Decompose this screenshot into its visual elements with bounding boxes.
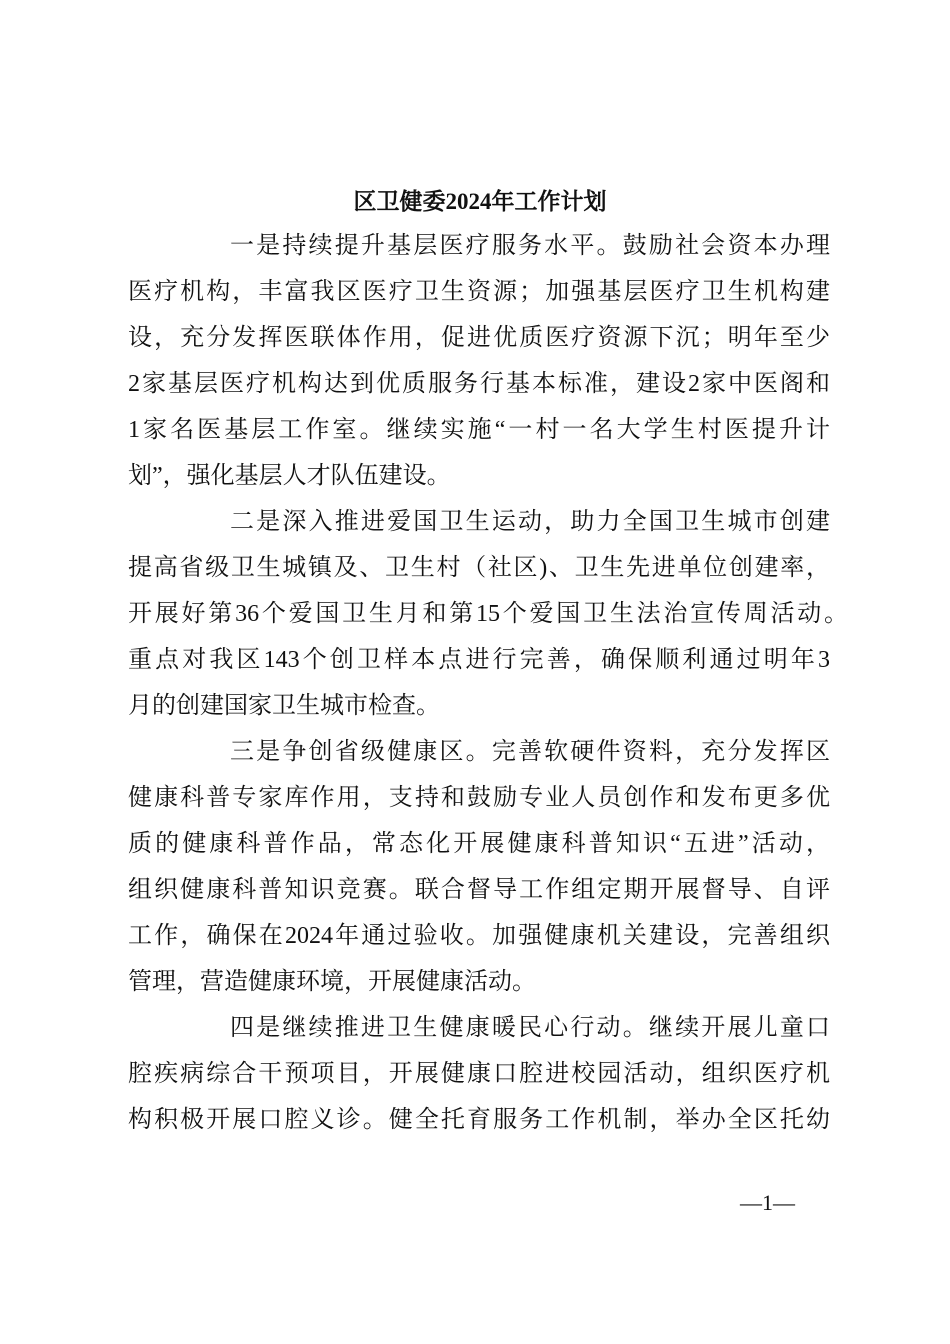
- text-line: 重点对我区143个创卫样本点进行完善，确保顺利通过明年3: [128, 647, 830, 673]
- text-line: 工作，确保在2024年通过验收。加强健康机关建设，完善组织: [128, 923, 830, 949]
- text-line: 构积极开展口腔义诊。健全托育服务工作机制，举办全区托幼: [128, 1107, 830, 1133]
- paragraph-4: [128, 1005, 830, 1143]
- text-line: 2家基层医疗机构达到优质服务行基本标准，建设2家中医阁和: [128, 371, 830, 397]
- text-line: 划”，强化基层人才队伍建设。: [128, 463, 451, 489]
- text-line: 四是继续推进卫生健康暖民心行动。继续开展儿童口: [230, 1015, 830, 1041]
- text-line: 二是深入推进爱国卫生运动，助力全国卫生城市创建: [230, 509, 830, 535]
- paragraph-1: [128, 223, 830, 499]
- text-line: 提高省级卫生城镇及、卫生村（社区)、卫生先进单位创建率，: [128, 555, 830, 581]
- text-line: 管理，营造健康环境，开展健康活动。: [128, 969, 536, 995]
- text-line: 一是持续提升基层医疗服务水平。鼓励社会资本办理: [230, 233, 830, 259]
- text-line: 三是争创省级健康区。完善软硬件资料，充分发挥区: [230, 739, 830, 765]
- text-line: 开展好第36个爱国卫生月和第15个爱国卫生法治宣传周活动。: [128, 601, 848, 627]
- text-line: 组织健康科普知识竞赛。联合督导工作组定期开展督导、自评: [128, 877, 830, 903]
- page-number: —1—: [740, 1190, 795, 1215]
- text-line: 1家名医基层工作室。继续实施“一村一名大学生村医提升计: [128, 417, 830, 443]
- text-line: 质的健康科普作品，常态化开展健康科普知识“五进”活动，: [128, 831, 830, 857]
- paragraph-2: [128, 499, 848, 729]
- text-line: 设，充分发挥医联体作用，促进优质医疗资源下沉；明年至少: [128, 325, 830, 351]
- text-line: 医疗机构，丰富我区医疗卫生资源；加强基层医疗卫生机构建: [128, 279, 830, 305]
- text-line: 腔疾病综合干预项目，开展健康口腔进校园活动，组织医疗机: [128, 1061, 830, 1087]
- text-line: 健康科普专家库作用，支持和鼓励专业人员创作和发布更多优: [128, 785, 830, 811]
- document-body: [128, 223, 848, 1143]
- document-title: 区卫健委2024年工作计划: [353, 189, 607, 214]
- text-line: 月的创建国家卫生城市检查。: [128, 693, 440, 719]
- paragraph-3: [128, 729, 830, 1005]
